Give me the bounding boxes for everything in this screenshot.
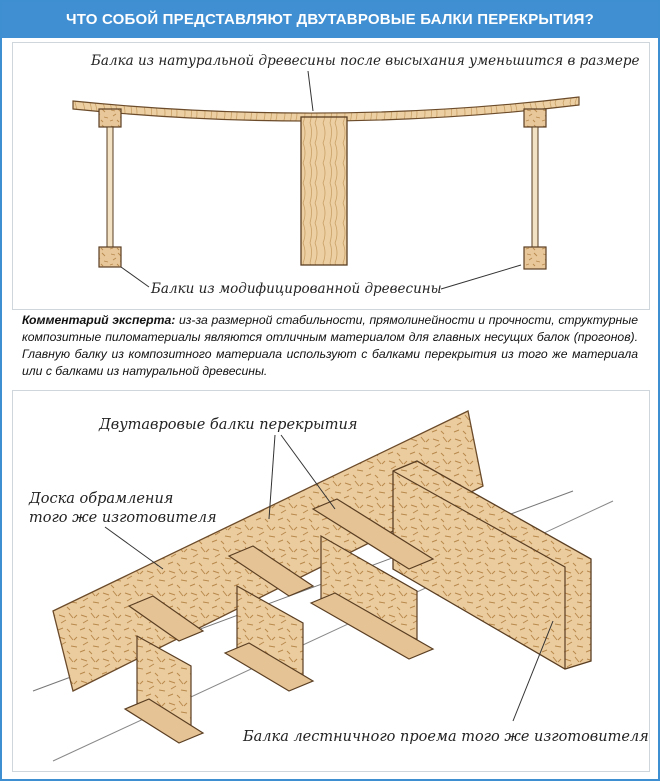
rim-board-label-line1: Доска обрамления xyxy=(29,491,174,507)
left-flange-bottom xyxy=(99,247,121,267)
natural-wood-beam xyxy=(301,117,347,265)
stair-beam-label: Балка лестничного проема того же изготовителя xyxy=(243,729,649,745)
natural-wood-leader xyxy=(308,71,313,111)
floor-joists-diagram xyxy=(13,391,649,771)
modified-wood-label: Балки из модифицированной древесины xyxy=(151,281,442,297)
bottom-diagram-panel xyxy=(12,390,650,772)
page-title: ЧТО СОБОЙ ПРЕДСТАВЛЯЮТ ДВУТАВРОВЫЕ БАЛКИ ПЕРЕКРЫТИЯ? xyxy=(2,2,658,38)
expert-comment-lead: Комментарий эксперта: xyxy=(22,313,176,327)
modified-wood-leader-left xyxy=(121,267,149,287)
top-diagram-panel xyxy=(12,42,650,310)
right-web xyxy=(532,127,538,247)
rim-board-label-line2: того же изготовителя xyxy=(29,510,217,526)
left-flange-top xyxy=(99,109,121,127)
natural-wood-label: Балка из натуральной древесины после высыхания уменьшится в размере xyxy=(91,53,640,69)
expert-comment xyxy=(12,312,648,380)
expert-comment-text: из-за размерной стабильности, прямолинейности и прочности, структурные композитные пиломатериалы являются отличным материалом для главных несущих балок (прогонов). Главную балку из композитного материала используют с балками перекрытия из того же материала или с балками из натуральной древесины. xyxy=(22,313,639,378)
ibeams-label: Двутавровые балки перекрытия xyxy=(99,417,358,433)
rim-board-leader xyxy=(105,527,163,569)
right-flange-bottom xyxy=(524,247,546,269)
right-flange-top xyxy=(524,109,546,127)
left-web xyxy=(107,127,113,247)
modified-wood-leader-right xyxy=(441,265,521,289)
sagging-beam-diagram xyxy=(13,43,649,309)
